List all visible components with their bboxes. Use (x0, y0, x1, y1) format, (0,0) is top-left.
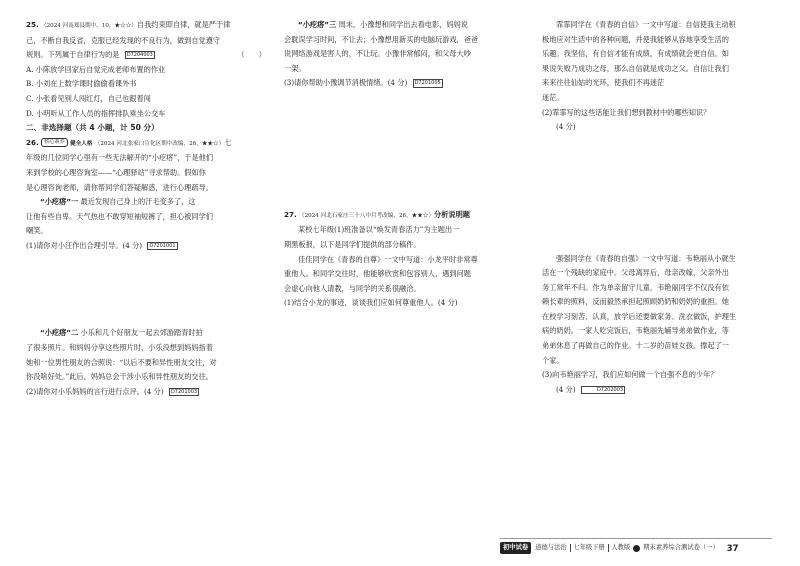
question-code: D7204003 (126, 51, 153, 58)
material-line: 果说失败乃成功之母，那么自信就是成功之父。自信让我们 (542, 63, 729, 73)
question-number: 27. (284, 209, 297, 219)
series-tag: 初中试卷 (500, 542, 531, 554)
question-code: D7201005 (414, 80, 441, 87)
column-left (26, 18, 272, 399)
option-b: B. 小刘在上数学课时偷偷看课外书 (26, 79, 137, 89)
material-line: 病的奶奶。一家人吃完饭后，韦艳丽先辅导弟弟做作业，等 (542, 326, 729, 336)
material-title: “小疙瘩”三 (298, 20, 337, 29)
material-line: 赖长辈的照料，反而毅然承担起照顾奶奶和奶奶的重担。她 (542, 297, 729, 307)
question-27 (284, 208, 520, 224)
material-line: 嘲笑。 (26, 226, 48, 236)
answer-paren: （ ） (237, 50, 266, 60)
question-number: 26. (26, 137, 39, 147)
material-line: 务工常年不归。作为单亲留守儿童，韦艳丽同学不仅没有依 (542, 282, 729, 292)
question-stem-line: 己，不断自我反省，克服已经发现的不良行为，做到自觉遵守 (26, 35, 221, 45)
question-26: 26. 核心素养 健全人格 （2024 河北张家口宣化区期中改编，26，★★☆）七 (26, 137, 232, 147)
material-line: 霏霏同学在《青春的自信》一文中写道：自信使我主动积 (556, 20, 736, 29)
divider (570, 544, 571, 552)
material-line: 你没啥好处。”此后，妈妈总会干涉小乐和异性朋友的交往。 (26, 372, 213, 382)
subject-label: 道德与法治 (535, 544, 567, 551)
question-stem-line: 年级的几位同学心里有一些无法解开的“小疙瘩”，于是他们 (26, 153, 214, 163)
section-heading: 二、非选择题（共 4 小题，计 50 分） (26, 123, 159, 133)
material-title: “小疙瘩”一 (40, 197, 79, 207)
material-line: 强强同学在《青春的自强》一文中写道：韦艳丽从小就生 (556, 253, 736, 263)
material-line: 活在一个残缺的家庭中。父母离异后，母亲改嫁，父亲外出 (542, 268, 729, 278)
page-number: 37 (726, 543, 739, 553)
material-line: 说网络游戏是害人的，不让玩。小豫非常郁闷，和父母大吵 (284, 49, 471, 59)
exam-title: 期末素养综合测试卷（一） (643, 544, 719, 551)
score-label: (4 分) (556, 122, 576, 132)
material-3: “小疙瘩”三 周末，小豫想和同学出去看电影，妈妈说 (298, 20, 468, 29)
material-line: 让他有些自卑。天气热也不敢穿短袖短裤了，担心被同学们 (26, 211, 213, 221)
material-line: 会耽误学习时间，不让去；小豫想用新买的电脑玩游戏，爸爸 (284, 34, 479, 44)
material-line: 极地应对生活中的各种问题，并使我能够从容地享受生活的 (542, 34, 729, 44)
material-line: 重他人。和同学交往时，他能够欣赏和包容别人，遇到问题 (284, 269, 471, 279)
sub-question-1: (1)请你对小汪作出合理引导。(4 分) D7201001 (26, 240, 176, 250)
footer-rule (500, 538, 772, 539)
option-a: A. 小陈放学回家后自觉完成老师布置的作业 (26, 64, 166, 74)
badge-text: 健全人格 (70, 140, 93, 147)
material-1: “小疙瘩”一 最近发现自己身上的汗毛变多了，这 (40, 197, 196, 207)
material-line: 一架。 (284, 63, 306, 73)
divider (608, 544, 609, 552)
grade-label: 七年级下册 (573, 544, 605, 551)
question-stem-line: 期黑板报，以下是同学们提供的部分稿件。 (284, 239, 421, 249)
column-middle (284, 18, 520, 311)
score-label: (4 分) D7202003 (556, 384, 624, 394)
column-right (542, 18, 778, 397)
material-line: 迷茫。 (542, 92, 564, 102)
question-code: D7202003 (581, 386, 625, 395)
material-line: 乐趣。我坚信，有自信才能有成绩，有成绩就会更自信。如 (542, 49, 729, 59)
option-c: C. 小张看见别人闯红灯，自己也跟着闯 (26, 93, 151, 103)
material-line: 在校学习刻苦、认真，放学后还要做家务、洗衣做饭，护理生 (542, 311, 737, 321)
question-stem-line: 是心理咨询老师，请你帮同学们答疑解惑，进行心理疏导。 (26, 182, 213, 192)
question-stem-line: 来到学校的心理咨询室——“心理驿站”寻求帮助。假如你 (26, 167, 206, 177)
question-source: （2024 河南郑县期中，10，★☆☆） (41, 23, 137, 29)
question-type: 分析说明题 (434, 209, 470, 219)
material-line: 个家。 (542, 355, 564, 365)
sub-question-2: (2)霏霏写的这些话能让我们想到教材中的哪些知识？ (542, 107, 711, 117)
bullet-icon (633, 545, 640, 552)
material-title: “小疙瘩”二 (40, 328, 79, 338)
sub-question-3: (3)向韦艳丽学习，我们应如何做一个自强不息的少年？ (542, 370, 718, 380)
option-d: D. 小明听从工作人员的指挥排队乘坐公交车 (26, 108, 166, 118)
page-footer (500, 542, 738, 554)
question-stem: 自我约束即自律，就是严于律 (136, 20, 231, 29)
material-line: 佳佳同学在《青春的自尊》一文中写道：小龙平时非常尊 (298, 254, 478, 264)
question-25 (26, 18, 272, 34)
edition-label: 人教版 (611, 544, 631, 551)
material-2: “小疙瘩”二 小乐和几个好朋友一起去郊游踏青时拍 (40, 328, 203, 338)
sub-question-2: (2)请你对小乐妈妈的言行进行点评。(4 分) D7201003 (26, 386, 198, 396)
material-line: 会虚心向他人请教，与同学的关系很融洽。 (284, 283, 421, 293)
question-source: （2024 河北石家庄三十八中月考改编，26，★★☆） (299, 212, 435, 219)
sub-question-3: (3)请你帮助小豫调节消极情绪。(4 分) D7201005 (284, 78, 441, 88)
material-line: 了很多照片。和妈妈分享这些照片时，小乐没想到妈妈指着 (26, 343, 213, 353)
question-code: D7201003 (170, 388, 198, 395)
question-code: D7201001 (149, 242, 176, 249)
material-line: 来来往往仙姑的光环，使我们不再迷茫 (542, 78, 665, 88)
question-number: 25. (26, 20, 39, 29)
core-literacy-badge: 核心素养 (41, 138, 68, 147)
question-stem-line: 规则。下列属于自律行为的是 D7204003 （ ） (26, 48, 272, 63)
material-line: 弟弟休息了再做自己的作业。十二岁的苗娃女孩，撑起了一 (542, 341, 729, 351)
question-stem-line: 某校七年级(1)班准备以“焕发青春活力”为主题出一 (298, 225, 460, 235)
question-source: （2024 河北张家口宣化区期中改编，26，★★☆） (94, 140, 225, 147)
sub-question-1: (1)结合小龙的事迹，谈谈我们应如何尊重他人。(4 分) (284, 298, 458, 308)
material-line: 她和一位男性朋友的合照说：“以后不要和异性朋友交往，对 (26, 357, 217, 367)
